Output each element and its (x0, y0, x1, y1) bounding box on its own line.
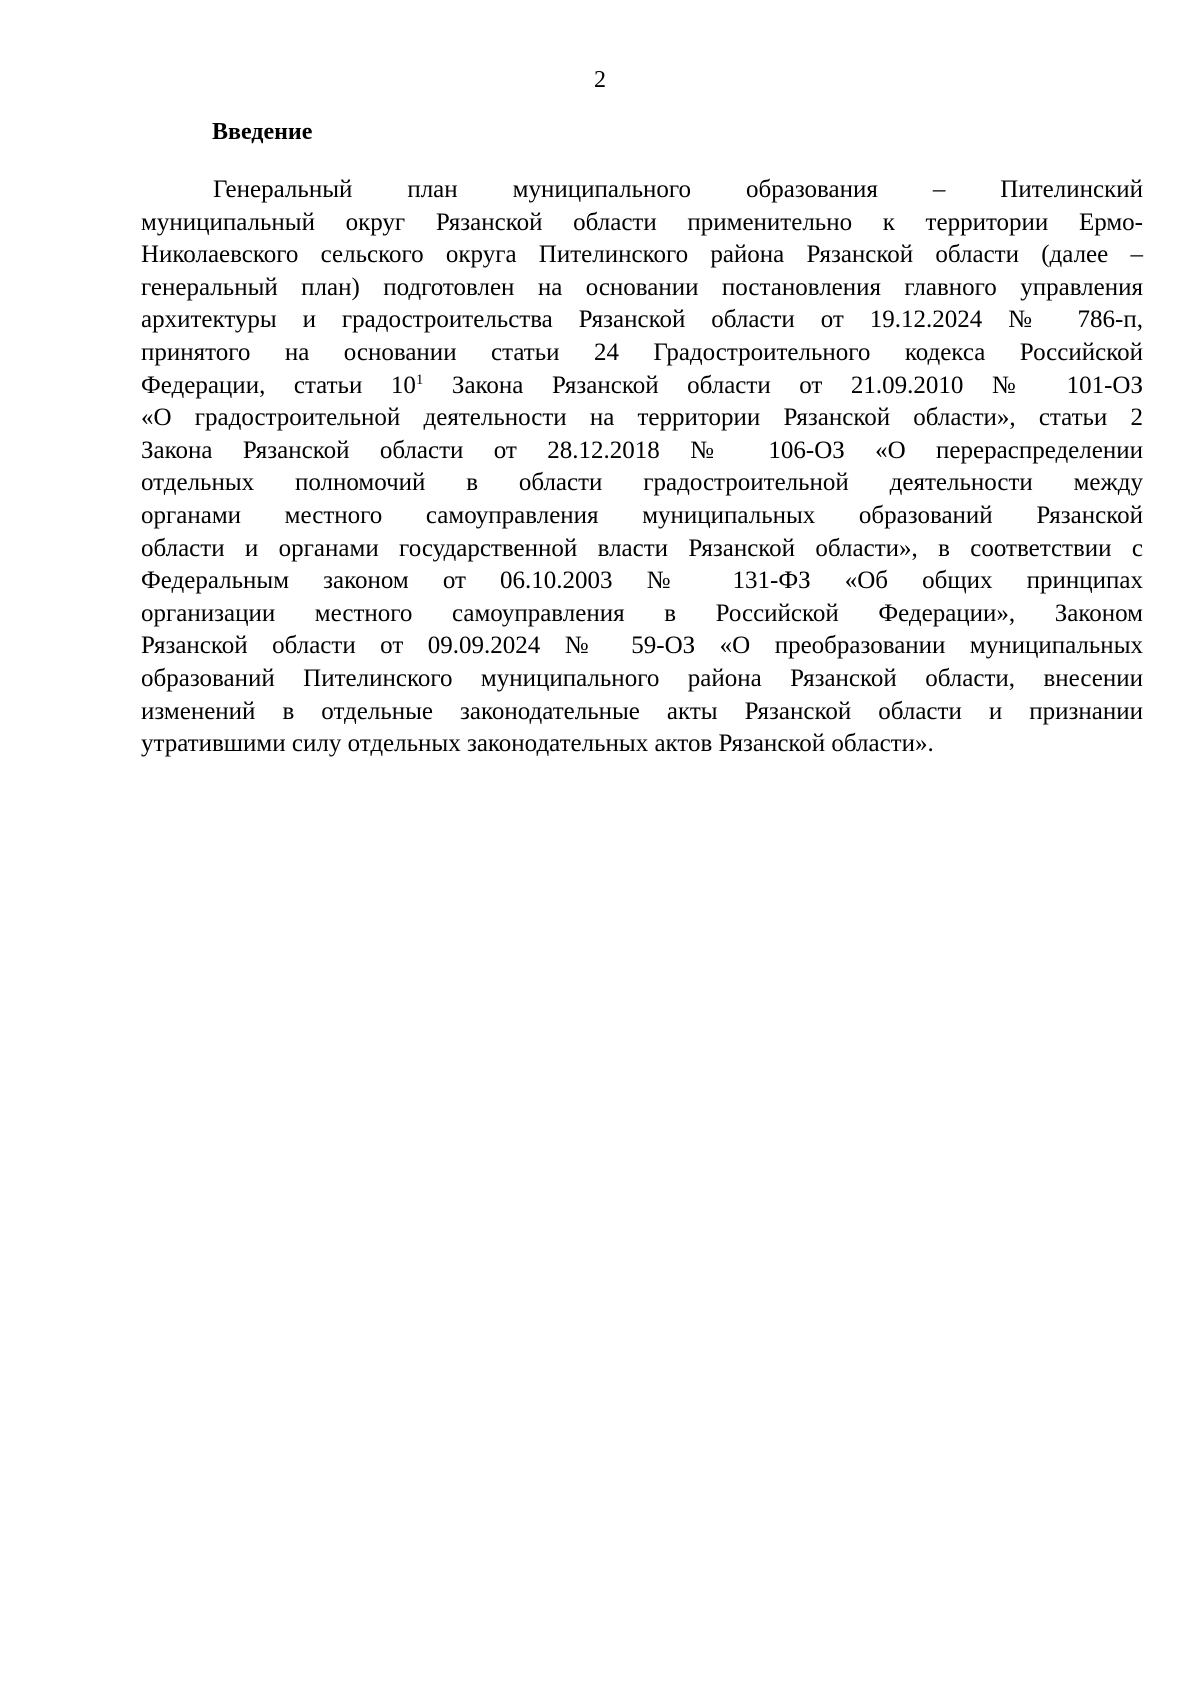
paragraph-line: Генеральный план муниципального образования – Пителинский (213, 176, 1143, 203)
paragraph-line: Рязанской области от 09.09.2024 № 59-ОЗ «О преобразовании муниципальных (141, 632, 1143, 660)
paragraph-line: «О градостроительной деятельности на территории Рязанской области», статьи 2 (141, 404, 1143, 432)
paragraph-line: Закона Рязанской области от 28.12.2018 № 106-ОЗ «О перераспределении (141, 436, 1143, 464)
paragraph-line: утратившими силу отдельных законодательных актов Рязанской области». (141, 730, 934, 758)
paragraph-line: Николаевского сельского округа Пителинского района Рязанской области (далее – (141, 241, 1143, 269)
paragraph-line: органами местного самоуправления муниципальных образований Рязанской (141, 501, 1143, 529)
paragraph-line: организации местного самоуправления в Российской Федерации», Законом (141, 599, 1143, 627)
paragraph-line: архитектуры и градостроительства Рязанской области от 19.12.2024 № 786-п, (141, 306, 1143, 334)
paragraph-line: принятого на основании статьи 24 Градостроительного кодекса Российской (141, 338, 1143, 366)
superscript-number: 1 (415, 371, 424, 388)
section-heading: Введение (212, 119, 313, 145)
line-end: Закона Рязанской области от 21.09.2010 № 101-ОЗ (423, 371, 1143, 399)
paragraph-line: изменений в отдельные законодательные акты Рязанской области и признании (141, 697, 1143, 725)
line-start: Федерации, статьи 10 (141, 371, 416, 399)
paragraph-line: области и органами государственной власти Рязанской области», в соответствии с (141, 534, 1143, 562)
paragraph-line: образований Пителинского муниципального района Рязанской области, внесении (141, 664, 1143, 692)
paragraph-line: Федеральным законом от 06.10.2003 № 131-ФЗ «Об общих принципах (141, 567, 1143, 595)
paragraph-line: отдельных полномочий в области градостроительной деятельности между (141, 469, 1143, 497)
paragraph-line-with-footnote (141, 370, 1143, 403)
page-number: 2 (594, 67, 606, 93)
body-paragraph (141, 174, 1143, 761)
paragraph-line: генеральный план) подготовлен на основании постановления главного управления (141, 273, 1143, 301)
paragraph-line: муниципальный округ Рязанской области применительно к территории Ермо- (141, 208, 1143, 236)
